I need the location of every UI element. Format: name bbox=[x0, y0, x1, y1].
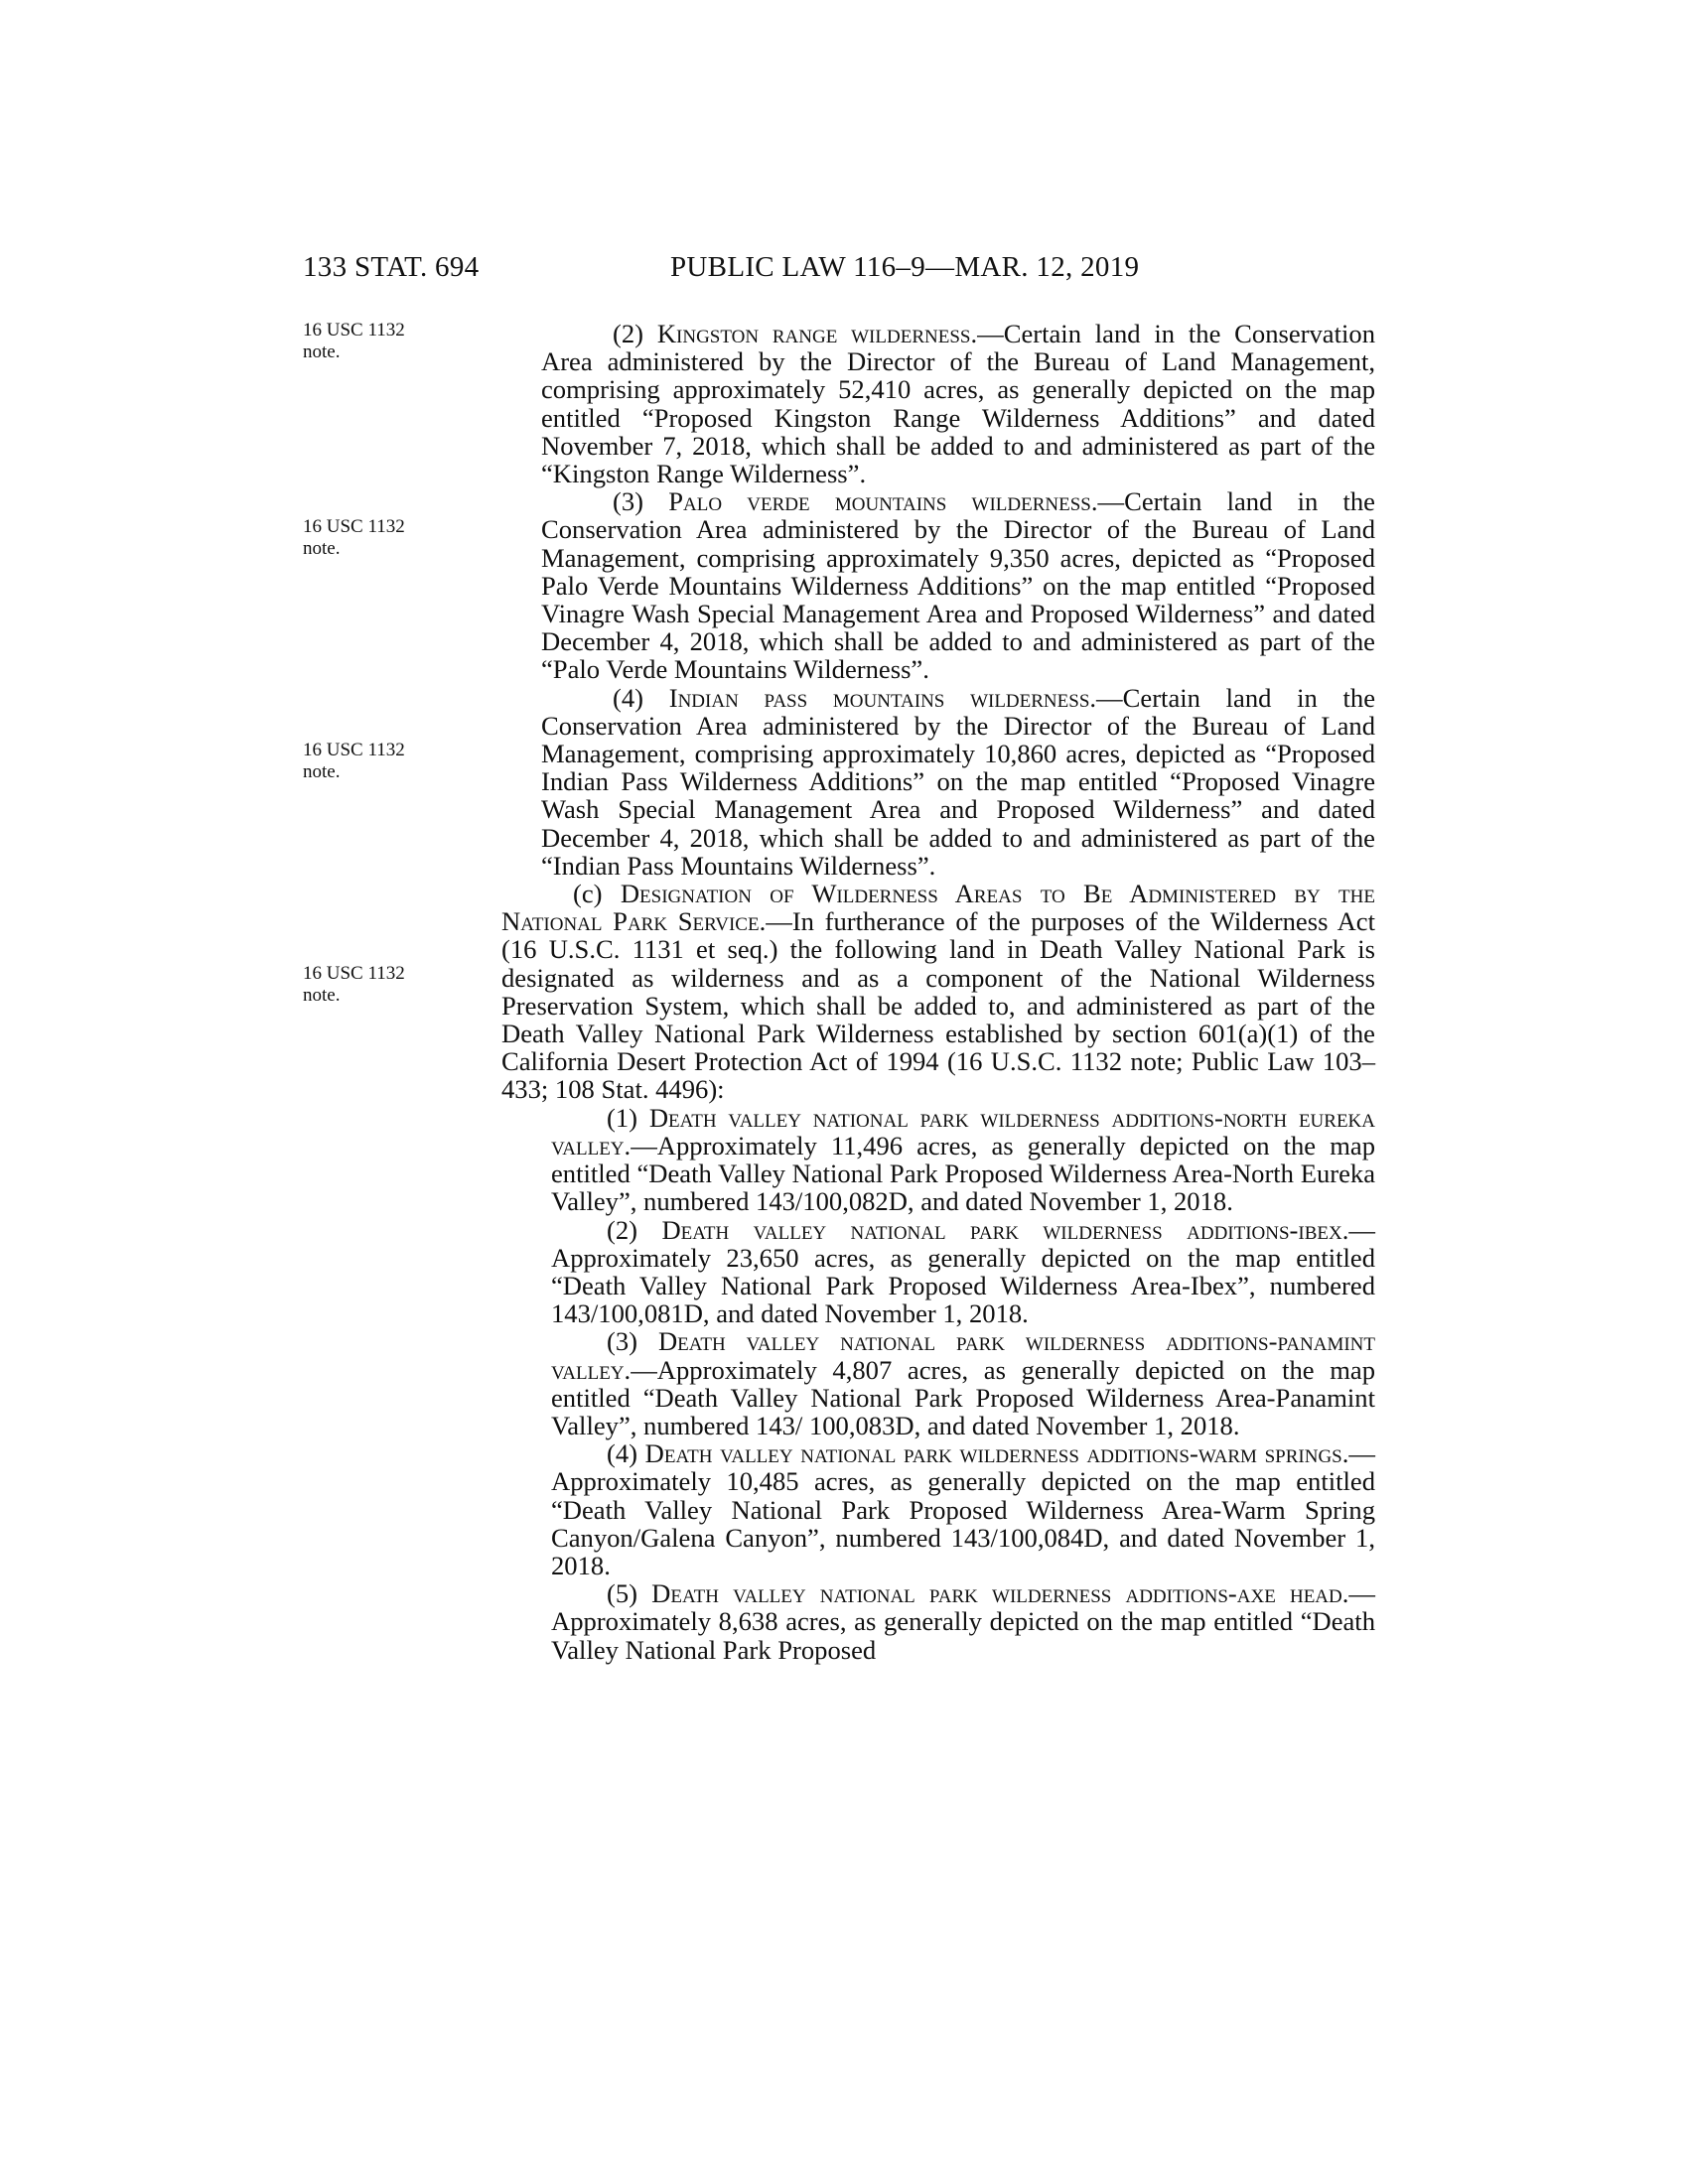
paragraph-kingston-range bbox=[501, 320, 1375, 487]
paragraph-number: (c) bbox=[573, 879, 603, 909]
subparagraph-number: (1) bbox=[607, 1102, 638, 1133]
paragraph-heading: Indian pass mountains wilderness bbox=[668, 682, 1090, 713]
paragraph-designation-national-park bbox=[501, 880, 1375, 1104]
paragraph-number: (4) bbox=[613, 682, 644, 713]
public-law-title: PUBLIC LAW 116–9—MAR. 12, 2019 bbox=[670, 251, 1140, 283]
subparagraph-warm-springs bbox=[501, 1439, 1375, 1579]
subparagraph-ibex bbox=[501, 1216, 1375, 1328]
subparagraph-heading: Death valley national park wilderness additions-panamint valley bbox=[551, 1326, 1376, 1385]
heading-separator: .— bbox=[1341, 1214, 1375, 1245]
heading-separator: .— bbox=[970, 319, 1004, 348]
statute-page-number: 133 STAT. 694 bbox=[303, 251, 480, 283]
paragraph-indian-pass bbox=[501, 684, 1375, 880]
subparagraph-text: Approximately 10,485 acres, as generally depicted on the map entitled “Death Valley National Park Proposed Wilderness Area-Warm Spring Canyon/Galena Canyon”, numbered 143/100,084D, and dated November 1, 2018. bbox=[551, 1466, 1375, 1580]
margin-note bbox=[303, 740, 432, 783]
paragraph-number: (2) bbox=[613, 319, 644, 348]
subparagraph-number: (3) bbox=[607, 1326, 638, 1357]
margin-note-label: note. bbox=[303, 538, 341, 559]
margin-note-citation: 16 USC 1132 bbox=[303, 320, 405, 341]
subparagraph-text: Approximately 23,650 acres, as generally depicted on the map entitled “Death Valley National Park Proposed Wilderness Area-Ibex”, numbered 143/100,081D, and dated November 1, 2018. bbox=[551, 1242, 1375, 1329]
heading-separator: .— bbox=[759, 906, 792, 937]
paragraph-heading: Palo verde mountains wilderness bbox=[668, 486, 1091, 517]
heading-separator: .— bbox=[1341, 1578, 1375, 1609]
subparagraph-heading: Death valley national park wilderness additions-warm springs bbox=[644, 1438, 1342, 1469]
paragraph-text: Certain land in the Conservation Area administered by the Director of the Bureau of Land Management, comprising approximately 9,350 acres, depicted as “Proposed Palo Verde Mountains Wilderness Additions” on the map entitled “Proposed Vinagre Wash Special Management Area and Proposed Wilderness” and dated December 4, 2018, which shall be added to and administered as part of the “Palo Verde Mountains Wilderness”. bbox=[541, 486, 1375, 685]
subparagraph-heading: Death valley national park wilderness additions-axe head bbox=[651, 1578, 1342, 1609]
statute-body bbox=[501, 320, 1375, 1664]
paragraph-text: Certain land in the Conservation Area administered by the Director of the Bureau of Land Management, comprising approximately 52,410 acres, as generally depicted on the map entitled “Proposed Kingston Range Wilderness Additions” and dated November 7, 2018, which shall be added to and administered as part of the “Kingston Range Wilderness”. bbox=[541, 319, 1375, 489]
margin-note-citation: 16 USC 1132 bbox=[303, 963, 405, 984]
heading-separator: .— bbox=[1090, 486, 1125, 517]
subparagraph-north-eureka-valley bbox=[501, 1104, 1375, 1216]
margin-note-label: note. bbox=[303, 341, 341, 362]
page-header bbox=[303, 251, 1375, 291]
subparagraph-number: (5) bbox=[607, 1578, 638, 1609]
subparagraph-text: Approximately 8,638 acres, as generally depicted on the map entitled “Death Valley National Park Proposed bbox=[551, 1606, 1375, 1665]
heading-separator: .— bbox=[1341, 1438, 1375, 1469]
subparagraph-heading: Death valley national park wilderness additions-north eureka valley bbox=[551, 1102, 1375, 1160]
margin-note bbox=[303, 963, 432, 1007]
paragraph-text: In furtherance of the purposes of the Wilderness Act (16 U.S.C. 1131 et seq.) the following land in Death Valley National Park is designated as wilderness and as a component of the National Wilderness Preservation System, which shall be added to, and administered as part of the Death Valley National Park Wilderness established by section 601(a)(1) of the California Desert Protection Act of 1994 (16 U.S.C. 1132 note; Public Law 103–433; 108 Stat. 4496): bbox=[501, 906, 1375, 1105]
subparagraph-axe-head bbox=[501, 1579, 1375, 1664]
heading-separator: .— bbox=[624, 1130, 657, 1160]
paragraph-palo-verde bbox=[501, 487, 1375, 683]
subparagraph-number: (2) bbox=[607, 1214, 638, 1245]
margin-note bbox=[303, 320, 432, 363]
paragraph-heading: Designation of Wilderness Areas to Be Administered by the National Park Service bbox=[501, 879, 1375, 937]
margin-note bbox=[303, 516, 432, 560]
heading-separator: .— bbox=[1089, 682, 1123, 713]
heading-separator: .— bbox=[624, 1354, 657, 1385]
subparagraph-heading: Death valley national park wilderness additions-ibex bbox=[661, 1214, 1342, 1245]
margin-note-citation: 16 USC 1132 bbox=[303, 740, 405, 760]
paragraph-number: (3) bbox=[613, 486, 644, 517]
paragraph-text: Certain land in the Conservation Area administered by the Director of the Bureau of Land Management, comprising approximately 10,860 acres, depicted as “Proposed Indian Pass Wilderness Additions” on the map entitled “Proposed Vinagre Wash Special Management Area and Proposed Wilderness” and dated December 4, 2018, which shall be added to and administered as part of the “Indian Pass Mountains Wilderness”. bbox=[541, 682, 1376, 881]
subparagraph-text: Approximately 4,807 acres, as generally depicted on the map entitled “Death Valley National Park Proposed Wilderness Area-Panamint Valley”, numbered 143/ 100,083D, and dated November 1, 2018. bbox=[551, 1354, 1375, 1440]
paragraph-heading: Kingston range wilderness bbox=[656, 319, 971, 348]
margin-note-label: note. bbox=[303, 761, 341, 782]
subparagraph-text: Approximately 11,496 acres, as generally depicted on the map entitled “Death Valley National Park Proposed Wilderness Area-North Eureka Valley”, numbered 143/100,082D, and dated November 1, 2018. bbox=[551, 1130, 1375, 1217]
margin-note-citation: 16 USC 1132 bbox=[303, 516, 405, 537]
subparagraph-panamint-valley bbox=[501, 1327, 1375, 1439]
margin-note-label: note. bbox=[303, 985, 341, 1006]
subparagraph-number: (4) bbox=[607, 1438, 638, 1469]
